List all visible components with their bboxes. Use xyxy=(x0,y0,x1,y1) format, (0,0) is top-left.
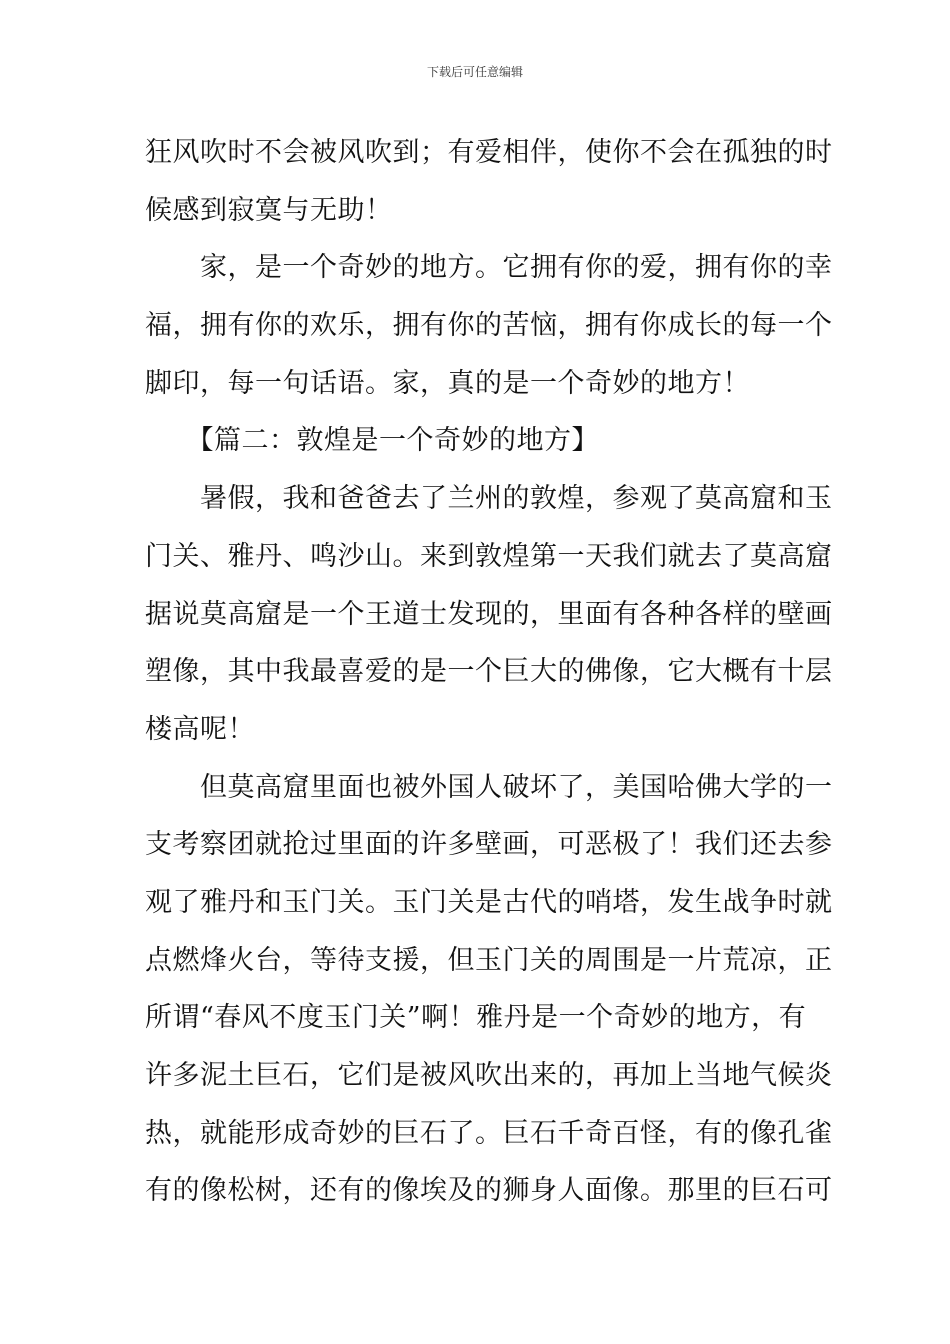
text-line: 福，拥有你的欢乐，拥有你的苦恼，拥有你成长的每一个 xyxy=(145,310,833,342)
text-line: 家，是一个奇妙的地方。它拥有你的爱，拥有你的幸 xyxy=(145,252,833,284)
text-line: 热，就能形成奇妙的巨石了。巨石千奇百怪，有的像孔雀 xyxy=(145,1117,833,1149)
text-line: 狂风吹时不会被风吹到；有爱相伴，使你不会在孤独的时 xyxy=(145,137,833,168)
text-line: 观了雅丹和玉门关。玉门关是古代的哨塔，发生战争时就 xyxy=(145,886,833,918)
text-line: 据说莫高窟是一个王道士发现的，里面有各种各样的壁画 xyxy=(145,598,833,630)
text-line: 所谓“春风不度玉门关”啊！雅丹是一个奇妙的地方，有 xyxy=(145,1002,807,1034)
text-line: 暑假，我和爸爸去了兰州的敦煌，参观了莫高窟和玉 xyxy=(145,483,833,515)
text-line: 塑像，其中我最喜爱的是一个巨大的佛像，它大概有十层 xyxy=(145,656,833,688)
text-line: 点燃烽火台，等待支援，但玉门关的周围是一片荒凉，正 xyxy=(145,944,833,976)
document-body xyxy=(145,128,833,1224)
section-heading: 【篇二：敦煌是一个奇妙的地方】 xyxy=(145,425,599,457)
text-line: 门关、雅丹、鸣沙山。来到敦煌第一天我们就去了莫高窟 xyxy=(145,540,833,572)
text-line: 候感到寂寞与无助！ xyxy=(145,194,393,226)
text-line: 支考察团就抢过里面的许多壁画，可恶极了！我们还去参 xyxy=(145,829,833,861)
text-line: 许多泥土巨石，它们是被风吹出来的，再加上当地气候炎 xyxy=(145,1060,833,1091)
page-header-note: 下载后可任意编辑 xyxy=(426,65,523,79)
text-line: 脚印，每一句话语。家，真的是一个奇妙的地方！ xyxy=(145,367,750,399)
text-line: 楼高呢！ xyxy=(145,713,255,745)
text-line: 但莫高窟里面也被外国人破坏了，美国哈佛大学的一 xyxy=(145,771,833,803)
text-line: 有的像松树，还有的像埃及的狮身人面像。那里的巨石可 xyxy=(145,1175,833,1207)
